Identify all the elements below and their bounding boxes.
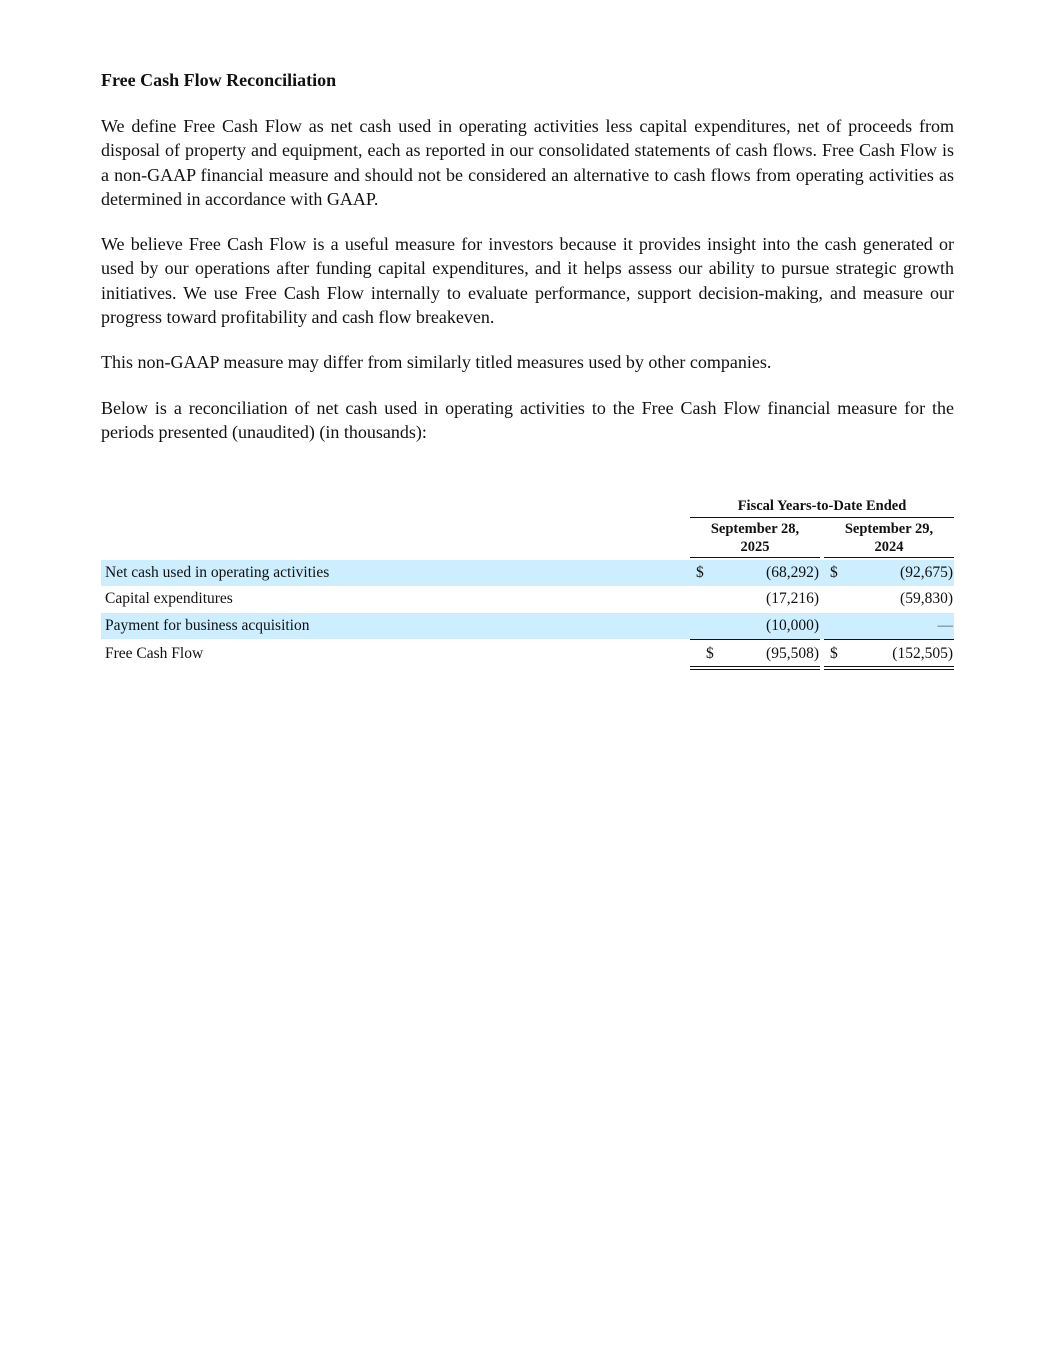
table-row	[101, 586, 954, 612]
table-row	[101, 641, 954, 667]
total-double-rule-2025	[690, 666, 820, 670]
table-group-header: Fiscal Years-to-Date Ended	[690, 496, 954, 518]
total-double-rule-2024	[824, 666, 954, 670]
column-header-2025-line1: September 28,	[710, 521, 800, 537]
currency-symbol: $	[706, 645, 714, 662]
value-2024: (59,830)	[900, 590, 953, 607]
paragraph-usefulness: We believe Free Cash Flow is a useful measure for investors because it provides insight into the cash generated or used by our operations after funding capital expenditures, and it helps assess our ability to pursue strategic growth initiatives. We use Free Cash Flow internally to evaluate performance, support decision-making, and measure our progress toward profitability and cash flow breakeven.	[101, 234, 954, 328]
value-2024: —	[937, 617, 953, 634]
paragraph-disclaimer: This non-GAAP measure may differ from similarly titled measures used by other companies.	[101, 352, 772, 373]
column-header-2024-line1: September 29,	[844, 521, 934, 537]
currency-symbol: $	[830, 645, 838, 662]
row-label: Payment for business acquisition	[105, 617, 310, 634]
currency-symbol: $	[696, 564, 704, 581]
value-2024: (92,675)	[900, 564, 953, 581]
column-header-2025-line2: 2025	[740, 539, 770, 555]
row-label: Net cash used in operating activities	[105, 564, 330, 581]
column-header-2025	[690, 520, 820, 558]
column-header-2024	[824, 520, 954, 558]
row-label: Free Cash Flow	[105, 645, 204, 662]
column-header-2024-line2: 2024	[874, 539, 904, 555]
value-2025: (10,000)	[766, 617, 819, 634]
currency-symbol: $	[830, 564, 838, 581]
subtotal-rule-2024	[824, 639, 954, 640]
value-2025: (17,216)	[766, 590, 819, 607]
value-2025: (68,292)	[766, 564, 819, 581]
section-heading: Free Cash Flow Reconciliation	[101, 70, 337, 90]
table-row	[101, 613, 954, 639]
paragraph-reconciliation-intro: Below is a reconciliation of net cash used in operating activities to the Free Cash Flow financial measure for the periods presented (unaudited) (in thousands):	[101, 397, 954, 442]
document-body	[101, 68, 954, 465]
value-2025: (95,508)	[766, 645, 819, 662]
paragraph-definition: We define Free Cash Flow as net cash used in operating activities less capital expenditures, net of proceeds from disposal of property and equipment, each as reported in our consolidated statements of cash flows. Free Cash Flow is a non-GAAP financial measure and should not be considered an alternative to cash flows from operating activities as determined in accordance with GAAP.	[101, 116, 954, 209]
subtotal-rule-2025	[690, 639, 820, 640]
table-row	[101, 560, 954, 586]
row-label: Capital expenditures	[105, 590, 233, 607]
value-2024: (152,505)	[892, 645, 953, 662]
